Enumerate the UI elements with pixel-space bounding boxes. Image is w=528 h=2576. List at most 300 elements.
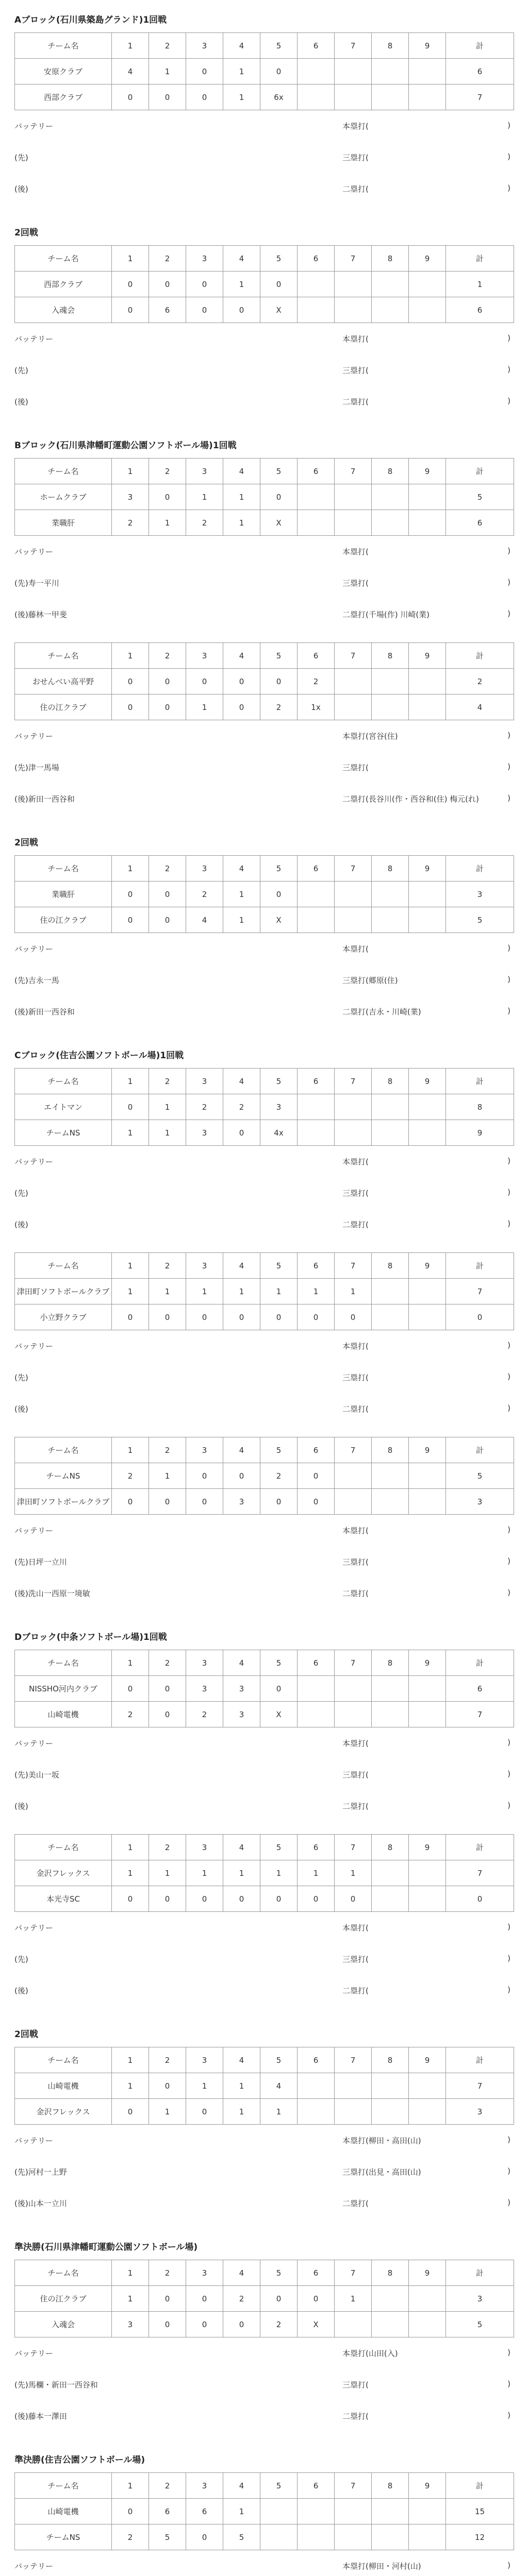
table-row xyxy=(15,510,514,536)
close-paren: ) xyxy=(507,1737,510,1747)
header-inning-cell: 7 xyxy=(335,459,372,484)
inning-score-cell xyxy=(298,510,335,536)
header-inning-cell: 2 xyxy=(149,2260,186,2286)
notes-row xyxy=(14,1555,514,1568)
inning-score-cell: 0 xyxy=(186,1463,223,1489)
double-label: 二塁打( xyxy=(342,1404,369,1414)
scoreboard-table xyxy=(14,245,514,323)
scoreboard-table xyxy=(14,458,514,536)
header-inning-cell: 5 xyxy=(260,33,298,59)
inning-score-cell: 1 xyxy=(149,1463,186,1489)
header-total-cell: 計 xyxy=(446,643,514,669)
game-notes xyxy=(14,332,514,408)
close-paren: ) xyxy=(507,608,510,618)
header-team-cell: チーム名 xyxy=(15,1437,112,1463)
double-label: 二塁打( xyxy=(342,397,369,406)
close-paren: ) xyxy=(507,2166,510,2176)
double-label: 二塁打( xyxy=(342,1588,369,1598)
inning-score-cell xyxy=(372,1702,409,1727)
close-paren: ) xyxy=(507,1187,510,1197)
header-inning-cell: 2 xyxy=(149,246,186,272)
inning-score-cell: 0 xyxy=(112,2099,149,2125)
header-inning-cell: 1 xyxy=(112,1835,149,1860)
header-inning-cell: 4 xyxy=(223,2473,260,2499)
total-score-cell: 3 xyxy=(446,2286,514,2312)
triple-label: 三塁打( xyxy=(342,762,369,772)
home-run-label: 本塁打( xyxy=(342,547,369,556)
inning-score-cell: 3 xyxy=(186,1120,223,1146)
total-score-cell: 6 xyxy=(446,1676,514,1702)
inning-score-cell: 0 xyxy=(335,1304,372,1330)
inning-score-cell: X xyxy=(260,297,298,323)
header-inning-cell: 1 xyxy=(112,2047,149,2073)
inning-score-cell xyxy=(335,669,372,694)
close-paren: ) xyxy=(507,1371,510,1381)
header-inning-cell: 7 xyxy=(335,33,372,59)
table-row xyxy=(15,2499,514,2524)
total-score-cell: 0 xyxy=(446,1886,514,1912)
header-total-cell: 計 xyxy=(446,459,514,484)
inning-score-cell xyxy=(335,59,372,84)
header-inning-cell: 9 xyxy=(409,1835,446,1860)
triple-label: 三塁打( xyxy=(342,1557,369,1567)
game-block xyxy=(14,2260,514,2444)
header-inning-cell: 9 xyxy=(409,643,446,669)
header-inning-cell: 9 xyxy=(409,2260,446,2286)
header-inning-cell: 9 xyxy=(409,2047,446,2073)
inning-score-cell: 0 xyxy=(112,1094,149,1120)
team-name-cell: ホームクラブ xyxy=(15,484,112,510)
battery-label: バッテリー xyxy=(14,944,54,954)
round-heading: 準決勝(住吉公園ソフトボール場) xyxy=(14,2455,145,2465)
total-score-cell: 15 xyxy=(446,2499,514,2524)
game-notes xyxy=(14,1155,514,1230)
header-inning-cell: 1 xyxy=(112,459,149,484)
header-inning-cell: 4 xyxy=(223,856,260,882)
inning-score-cell xyxy=(372,84,409,110)
inning-score-cell: 1 xyxy=(223,1860,260,1886)
table-header-row xyxy=(15,1437,514,1463)
inning-score-cell: 0 xyxy=(298,1463,335,1489)
close-paren: ) xyxy=(507,1524,510,1534)
inning-score-cell xyxy=(298,1094,335,1120)
header-inning-cell: 8 xyxy=(372,2260,409,2286)
inning-score-cell: 2 xyxy=(112,1463,149,1489)
inning-score-cell: 1 xyxy=(335,1860,372,1886)
close-paren: ) xyxy=(507,1340,510,1350)
inning-score-cell: 0 xyxy=(335,1886,372,1912)
close-paren: ) xyxy=(507,1769,510,1778)
double-label: 二塁打( xyxy=(342,609,369,619)
triple-label: 三塁打( xyxy=(342,578,369,588)
header-team-cell: チーム名 xyxy=(15,1069,112,1094)
notes-row xyxy=(14,608,514,620)
inning-score-cell: 1 xyxy=(149,1860,186,1886)
inning-score-cell xyxy=(409,1676,446,1702)
battery-label: バッテリー xyxy=(14,1157,54,1166)
inning-score-cell: 0 xyxy=(298,1304,335,1330)
inning-score-cell: 0 xyxy=(260,1886,298,1912)
inning-score-cell xyxy=(409,1279,446,1304)
inning-score-cell xyxy=(260,2499,298,2524)
inning-score-cell: 4 xyxy=(186,907,223,933)
hits-field xyxy=(342,1769,514,1780)
header-inning-cell: 6 xyxy=(298,1253,335,1279)
battery-label: バッテリー xyxy=(14,2136,54,2145)
header-inning-cell: 5 xyxy=(260,2047,298,2073)
inning-score-cell: 1 xyxy=(223,1279,260,1304)
inning-score-cell xyxy=(335,907,372,933)
inning-score-cell: 3 xyxy=(223,1702,260,1727)
close-paren: ) xyxy=(507,1587,510,1597)
inning-score-cell: 2 xyxy=(223,1094,260,1120)
team-name-cell: チームNS xyxy=(15,2524,112,2550)
triple-label: 三塁打( xyxy=(342,1188,369,1198)
inning-score-cell xyxy=(409,1886,446,1912)
header-inning-cell: 5 xyxy=(260,1650,298,1676)
inning-score-cell xyxy=(409,882,446,907)
inning-score-cell: 0 xyxy=(149,2312,186,2337)
table-row xyxy=(15,1279,514,1304)
table-row xyxy=(15,84,514,110)
inning-score-cell: 1 xyxy=(112,1279,149,1304)
inning-score-cell xyxy=(335,882,372,907)
close-paren: ) xyxy=(507,2379,510,2388)
hits-field xyxy=(342,1801,514,1811)
team-name-cell: 小立野クラブ xyxy=(15,1304,112,1330)
inning-score-cell: 3 xyxy=(223,1676,260,1702)
inning-score-cell: 1 xyxy=(223,510,260,536)
header-inning-cell: 3 xyxy=(186,246,223,272)
inning-score-cell xyxy=(372,59,409,84)
inning-score-cell: 2 xyxy=(186,882,223,907)
battery-pair: (先) xyxy=(14,1954,28,1964)
double-label: 二塁打( xyxy=(342,794,369,804)
inning-score-cell: 0 xyxy=(112,669,149,694)
notes-row xyxy=(14,2560,514,2572)
header-inning-cell: 7 xyxy=(335,1437,372,1463)
team-name-cell: 津田町ソフトボールクラブ xyxy=(15,1489,112,1515)
notes-row xyxy=(14,364,514,376)
total-score-cell: 1 xyxy=(446,272,514,297)
inning-score-cell: 0 xyxy=(186,1304,223,1330)
hits-field xyxy=(342,731,514,741)
inning-score-cell xyxy=(372,2524,409,2550)
double-label: 二塁打( xyxy=(342,1219,369,1229)
header-inning-cell: 8 xyxy=(372,459,409,484)
hits-players: 吉永・川崎(業) xyxy=(368,1007,421,1016)
inning-score-cell: 0 xyxy=(223,1886,260,1912)
header-inning-cell: 3 xyxy=(186,2047,223,2073)
team-name-cell: NISSHO河内クラブ xyxy=(15,1676,112,1702)
close-paren: ) xyxy=(507,943,510,953)
table-row xyxy=(15,1489,514,1515)
table-row xyxy=(15,297,514,323)
header-inning-cell: 7 xyxy=(335,643,372,669)
scoreboard-table xyxy=(14,642,514,720)
header-inning-cell: 8 xyxy=(372,643,409,669)
notes-row xyxy=(14,761,514,773)
inning-score-cell xyxy=(409,1860,446,1886)
header-inning-cell: 6 xyxy=(298,1437,335,1463)
header-inning-cell: 9 xyxy=(409,246,446,272)
notes-row xyxy=(14,1187,514,1199)
inning-score-cell: 4 xyxy=(260,2073,298,2099)
inning-score-cell xyxy=(335,1676,372,1702)
inning-score-cell: 2 xyxy=(186,510,223,536)
header-total-cell: 計 xyxy=(446,2473,514,2499)
header-inning-cell: 3 xyxy=(186,1437,223,1463)
header-inning-cell: 4 xyxy=(223,1437,260,1463)
inning-score-cell: 0 xyxy=(186,2286,223,2312)
hits-field xyxy=(342,2561,514,2571)
header-inning-cell: 2 xyxy=(149,1437,186,1463)
notes-row xyxy=(14,2197,514,2209)
game-block xyxy=(14,1068,514,1252)
header-inning-cell: 7 xyxy=(335,246,372,272)
header-inning-cell: 5 xyxy=(260,2473,298,2499)
notes-row xyxy=(14,2378,514,2391)
header-inning-cell: 3 xyxy=(186,1650,223,1676)
table-header-row xyxy=(15,856,514,882)
inning-score-cell xyxy=(409,1489,446,1515)
header-team-cell: チーム名 xyxy=(15,246,112,272)
inning-score-cell: 0 xyxy=(260,1489,298,1515)
header-inning-cell: 4 xyxy=(223,1650,260,1676)
header-inning-cell: 6 xyxy=(298,1069,335,1094)
team-name-cell: 住の江クラブ xyxy=(15,694,112,720)
close-paren: ) xyxy=(507,761,510,771)
inning-score-cell: 1 xyxy=(260,1860,298,1886)
header-inning-cell: 4 xyxy=(223,33,260,59)
inning-score-cell xyxy=(409,272,446,297)
total-score-cell: 4 xyxy=(446,694,514,720)
inning-score-cell: 0 xyxy=(186,2312,223,2337)
inning-score-cell: 0 xyxy=(149,1702,186,1727)
header-inning-cell: 5 xyxy=(260,459,298,484)
close-paren: ) xyxy=(507,1218,510,1228)
inning-score-cell: 1 xyxy=(223,59,260,84)
header-inning-cell: 6 xyxy=(298,1835,335,1860)
total-score-cell: 6 xyxy=(446,297,514,323)
section-heading: Aブロック(石川県築島グランド)1回戦 xyxy=(14,15,167,25)
header-inning-cell: 1 xyxy=(112,2473,149,2499)
inning-score-cell xyxy=(409,2312,446,2337)
section-block xyxy=(14,1630,514,2019)
hits-players: 出見・高田(山) xyxy=(368,2167,421,2177)
notes-row xyxy=(14,1402,514,1415)
inning-score-cell xyxy=(372,297,409,323)
inning-score-cell: 6x xyxy=(260,84,298,110)
header-inning-cell: 8 xyxy=(372,246,409,272)
total-score-cell: 9 xyxy=(446,1120,514,1146)
table-row xyxy=(15,1676,514,1702)
inning-score-cell: 5 xyxy=(149,2524,186,2550)
inning-score-cell: 0 xyxy=(112,907,149,933)
header-inning-cell: 5 xyxy=(260,1069,298,1094)
inning-score-cell: 0 xyxy=(260,1304,298,1330)
battery-pair: (後) xyxy=(14,397,28,406)
inning-score-cell: 0 xyxy=(298,1489,335,1515)
header-total-cell: 計 xyxy=(446,2047,514,2073)
header-team-cell: チーム名 xyxy=(15,1650,112,1676)
header-inning-cell: 3 xyxy=(186,33,223,59)
total-score-cell: 7 xyxy=(446,1860,514,1886)
hits-field xyxy=(342,1372,514,1383)
battery-pair: (先)河村一上野 xyxy=(14,2167,67,2177)
notes-row xyxy=(14,1800,514,1812)
inning-score-cell xyxy=(298,484,335,510)
game-block xyxy=(14,1834,514,2019)
game-notes xyxy=(14,120,514,195)
inning-score-cell: 0 xyxy=(149,2073,186,2099)
scoreboard-table xyxy=(14,2260,514,2337)
table-row xyxy=(15,1886,514,1912)
inning-score-cell xyxy=(409,2099,446,2125)
header-inning-cell: 3 xyxy=(186,2473,223,2499)
table-header-row xyxy=(15,643,514,669)
table-row xyxy=(15,272,514,297)
header-inning-cell: 7 xyxy=(335,1253,372,1279)
notes-row xyxy=(14,1953,514,1965)
team-name-cell: 住の江クラブ xyxy=(15,2286,112,2312)
table-header-row xyxy=(15,246,514,272)
hits-field xyxy=(342,1341,514,1351)
notes-row xyxy=(14,1768,514,1781)
triple-label: 三塁打( xyxy=(342,1954,369,1964)
hits-field xyxy=(342,1525,514,1536)
inning-score-cell xyxy=(372,1886,409,1912)
inning-score-cell xyxy=(298,1676,335,1702)
inning-score-cell: 2 xyxy=(112,2524,149,2550)
inning-score-cell xyxy=(298,907,335,933)
total-score-cell: 6 xyxy=(446,510,514,536)
inning-score-cell: 1 xyxy=(223,2099,260,2125)
double-label: 二塁打( xyxy=(342,1986,369,1995)
inning-score-cell xyxy=(372,1860,409,1886)
header-inning-cell: 5 xyxy=(260,1437,298,1463)
section-block xyxy=(14,12,514,217)
inning-score-cell: 3 xyxy=(186,1676,223,1702)
table-row xyxy=(15,1463,514,1489)
battery-pair: (後)山本一立川 xyxy=(14,2198,67,2208)
inning-score-cell xyxy=(372,510,409,536)
hits-field xyxy=(342,609,514,620)
header-inning-cell: 7 xyxy=(335,2047,372,2073)
home-run-label: 本塁打( xyxy=(342,1923,369,1933)
table-row xyxy=(15,2286,514,2312)
header-inning-cell: 7 xyxy=(335,1650,372,1676)
inning-score-cell: 0 xyxy=(149,272,186,297)
inning-score-cell: 0 xyxy=(112,694,149,720)
header-inning-cell: 2 xyxy=(149,2473,186,2499)
game-block xyxy=(14,855,514,1040)
inning-score-cell: 3 xyxy=(112,2312,149,2337)
inning-score-cell: 2 xyxy=(260,694,298,720)
home-run-label: 本塁打( xyxy=(342,1526,369,1535)
inning-score-cell: 3 xyxy=(223,1489,260,1515)
notes-row xyxy=(14,730,514,742)
header-inning-cell: 8 xyxy=(372,856,409,882)
table-header-row xyxy=(15,1650,514,1676)
battery-pair: (先) xyxy=(14,1372,28,1382)
header-inning-cell: 1 xyxy=(112,2260,149,2286)
game-block xyxy=(14,458,514,642)
inning-score-cell xyxy=(409,1120,446,1146)
header-inning-cell: 7 xyxy=(335,1069,372,1094)
hits-players: 山田(入) xyxy=(368,2348,398,2358)
total-score-cell: 7 xyxy=(446,1279,514,1304)
game-notes xyxy=(14,1921,514,1996)
team-name-cell: チームNS xyxy=(15,1463,112,1489)
inning-score-cell: 4 xyxy=(112,59,149,84)
inning-score-cell: 2 xyxy=(298,669,335,694)
inning-score-cell: 2 xyxy=(260,2312,298,2337)
header-inning-cell: 8 xyxy=(372,2047,409,2073)
inning-score-cell xyxy=(298,2099,335,2125)
inning-score-cell xyxy=(372,1463,409,1489)
hits-field xyxy=(342,1556,514,1567)
notes-row xyxy=(14,974,514,986)
notes-row xyxy=(14,545,514,557)
inning-score-cell: 2 xyxy=(112,510,149,536)
inning-score-cell: 1 xyxy=(186,484,223,510)
header-inning-cell: 7 xyxy=(335,2260,372,2286)
header-inning-cell: 2 xyxy=(149,1253,186,1279)
inning-score-cell: 6 xyxy=(149,2499,186,2524)
scoreboard-table xyxy=(14,2472,514,2550)
hits-field xyxy=(342,943,514,954)
header-total-cell: 計 xyxy=(446,1069,514,1094)
table-row xyxy=(15,2524,514,2550)
header-inning-cell: 4 xyxy=(223,459,260,484)
scoreboard-table xyxy=(14,2047,514,2125)
close-paren: ) xyxy=(507,1156,510,1165)
header-inning-cell: 6 xyxy=(298,856,335,882)
game-notes xyxy=(14,1340,514,1415)
header-inning-cell: 9 xyxy=(409,33,446,59)
header-inning-cell: 6 xyxy=(298,246,335,272)
inning-score-cell xyxy=(372,907,409,933)
header-total-cell: 計 xyxy=(446,856,514,882)
inning-score-cell: 1 xyxy=(223,2499,260,2524)
hits-field xyxy=(342,2411,514,2421)
hits-field xyxy=(342,2379,514,2390)
inning-score-cell xyxy=(372,2286,409,2312)
header-inning-cell: 2 xyxy=(149,459,186,484)
inning-score-cell: 0 xyxy=(149,669,186,694)
header-inning-cell: 4 xyxy=(223,1835,260,1860)
notes-row xyxy=(14,1921,514,1934)
battery-pair: (先)美山一坂 xyxy=(14,1770,59,1780)
header-inning-cell: 4 xyxy=(223,1069,260,1094)
inning-score-cell: 0 xyxy=(223,1463,260,1489)
inning-score-cell: 1 xyxy=(186,694,223,720)
inning-score-cell: 0 xyxy=(260,882,298,907)
battery-pair: (後) xyxy=(14,1219,28,1229)
close-paren: ) xyxy=(507,333,510,343)
triple-label: 三塁打( xyxy=(342,365,369,375)
inning-score-cell: 2 xyxy=(186,1702,223,1727)
header-inning-cell: 2 xyxy=(149,856,186,882)
inning-score-cell xyxy=(372,484,409,510)
battery-pair: (先) xyxy=(14,365,28,375)
notes-row xyxy=(14,151,514,163)
battery-pair: (後)新田一西谷和 xyxy=(14,794,75,804)
team-name-cell: 業職肝 xyxy=(15,882,112,907)
triple-label: 三塁打( xyxy=(342,2167,369,2177)
header-inning-cell: 1 xyxy=(112,1253,149,1279)
